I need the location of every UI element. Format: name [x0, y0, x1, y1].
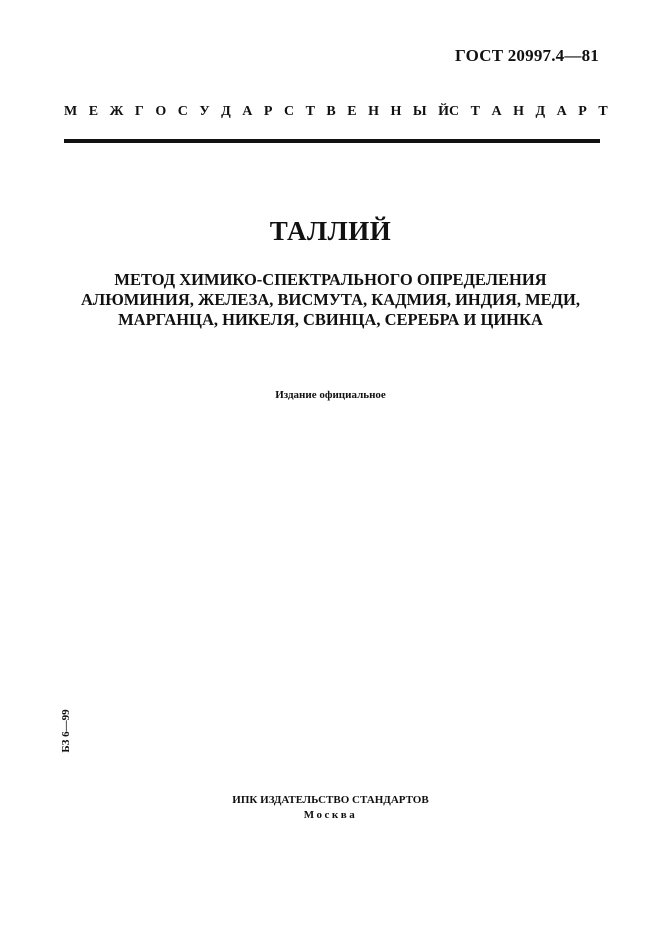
header-letter: А: [491, 104, 502, 119]
header-letter: Д: [221, 104, 231, 119]
side-code: [58, 708, 74, 754]
header-letter: С: [283, 104, 295, 119]
header-letter: У: [199, 104, 210, 119]
standard-header-word1: [64, 104, 449, 120]
gost-number: ГОСТ 20997.4—81: [455, 46, 599, 65]
header-letter: Т: [305, 104, 315, 119]
header-letter: О: [155, 104, 167, 119]
subtitle-line-2: АЛЮМИНИЯ, ЖЕЛЕЗА, ВИСМУТА, КАДМИЯ, ИНДИЯ, МЕДИ,: [80, 290, 580, 309]
header-letter: Ы: [412, 104, 427, 119]
header-letter: Е: [88, 104, 99, 119]
header-letter: Т: [598, 104, 608, 119]
header-letter: Г: [134, 104, 144, 119]
header-letter: Ж: [109, 104, 124, 119]
document-title: ТАЛЛИЙ: [269, 216, 392, 246]
header-letter: С: [177, 104, 188, 119]
header-letter: С: [449, 104, 460, 119]
document-subtitle: [0, 270, 661, 330]
header-letter: Н: [513, 104, 525, 119]
standard-header: [64, 104, 608, 120]
header-letter: Й: [438, 104, 450, 119]
header-letter: В: [326, 104, 336, 119]
header-letter: М: [64, 104, 78, 119]
header-letter: Р: [263, 104, 273, 119]
standard-header-word2: [449, 104, 608, 120]
header-letter: Р: [578, 104, 587, 119]
header-letter: Т: [470, 104, 480, 119]
header-letter: Н: [368, 104, 379, 119]
header-letter: Д: [535, 104, 546, 119]
subtitle-line-1: МЕТОД ХИМИКО-СПЕКТРАЛЬНОГО ОПРЕДЕЛЕНИЯ: [114, 270, 547, 289]
header-rule: [64, 139, 600, 143]
edition-label: Издание официальное: [275, 389, 386, 401]
publisher-city: Москва: [303, 809, 358, 821]
header-letter: А: [556, 104, 567, 119]
header-letter: Н: [390, 104, 402, 119]
side-code-text: БЗ 6—99: [60, 709, 72, 753]
header-letter: Е: [347, 104, 357, 119]
publisher-name: ИПК ИЗДАТЕЛЬСТВО СТАНДАРТОВ: [232, 794, 429, 806]
subtitle-line-3: МАРГАНЦА, НИКЕЛЯ, СВИНЦА, СЕРЕБРА И ЦИНКА: [118, 310, 543, 329]
header-letter: А: [242, 104, 253, 119]
